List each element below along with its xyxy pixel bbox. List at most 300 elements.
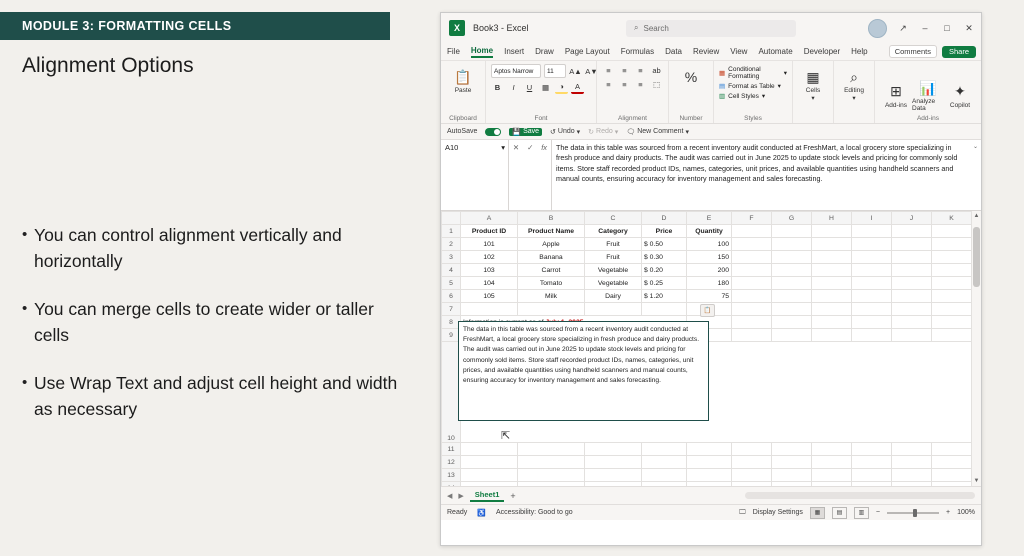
cell-i12[interactable]	[852, 456, 892, 469]
cell-b4[interactable]: Carrot	[518, 264, 585, 277]
ribbon-group-label: Clipboard	[449, 115, 477, 122]
cell-styles-button[interactable]: ▥ Cell Styles ▾	[719, 92, 766, 100]
analyze-data-label: Analyze Data	[912, 98, 936, 112]
ribbon-group-editing	[834, 61, 875, 123]
cell-f13[interactable]	[732, 469, 772, 482]
cell-d3[interactable]: $ 0.30	[642, 251, 687, 264]
cell-e2[interactable]: 100	[687, 238, 732, 251]
quick-access-toolbar	[441, 124, 981, 140]
cell-e3[interactable]: 150	[687, 251, 732, 264]
cell-c13[interactable]	[585, 469, 642, 482]
cell-i5[interactable]	[852, 277, 892, 290]
editing-label: Editing	[844, 87, 864, 94]
row-header-10[interactable]: 10	[442, 342, 461, 443]
wrapped-text-cell[interactable]: The data in this table was sourced from a recent inventory audit conducted at FreshMart, a local grocery store specializing in fresh produce and dairy products. The audit was carried out in June 2025 to update stock levels and pricing for commonly sold items. Store staff recorded product IDs, names, categories, unit prices, and available quantities using handheld scanners and manual counts, ensuring accuracy for inventory management and sales forecasting.	[458, 321, 709, 421]
cell-h4[interactable]	[812, 264, 852, 277]
ribbon-group-number	[669, 61, 714, 123]
row-header-4[interactable]: 4	[442, 264, 461, 277]
cell-d6[interactable]: $ 1.20	[642, 290, 687, 303]
insert-function-icon[interactable]: fx	[541, 143, 548, 152]
tab-formulas[interactable]: Formulas	[620, 47, 655, 56]
cell-k4[interactable]	[932, 264, 972, 277]
cell-f4[interactable]	[732, 264, 772, 277]
cell-g4[interactable]	[772, 264, 812, 277]
chevron-down-icon: ▾	[811, 95, 815, 102]
column-header-h[interactable]: H	[812, 212, 852, 225]
page-break-view-button[interactable]: ▥	[854, 507, 869, 519]
row-header-11[interactable]: 11	[442, 443, 461, 456]
cell-i11[interactable]	[852, 443, 892, 456]
cell-d4[interactable]: $ 0.20	[642, 264, 687, 277]
column-header-g[interactable]: G	[772, 212, 812, 225]
cell-g5[interactable]	[772, 277, 812, 290]
cell-e5[interactable]: 180	[687, 277, 732, 290]
cell-g3[interactable]	[772, 251, 812, 264]
cell-d11[interactable]	[642, 443, 687, 456]
increase-font-size-icon[interactable]: A▲	[569, 66, 582, 76]
chevron-down-icon: ▾	[614, 128, 619, 136]
zoom-out-button[interactable]: −	[875, 509, 880, 516]
tab-developer[interactable]: Developer	[803, 47, 841, 56]
chevron-down-icon: ▾	[783, 70, 787, 77]
tab-help[interactable]: Help	[851, 47, 868, 56]
cell-g2[interactable]	[772, 238, 812, 251]
cell-c3[interactable]: Fruit	[585, 251, 642, 264]
search-input[interactable]	[626, 20, 796, 37]
cell-g8[interactable]	[772, 316, 812, 329]
cell-a3[interactable]: 102	[461, 251, 518, 264]
cell-h11[interactable]	[812, 443, 852, 456]
cell-a6[interactable]: 105	[461, 290, 518, 303]
search-placeholder: Search	[643, 23, 669, 33]
cell-a5[interactable]: 104	[461, 277, 518, 290]
share-button[interactable]: Share	[942, 46, 976, 58]
cell-d12[interactable]	[642, 456, 687, 469]
align-top-icon[interactable]: ≡	[606, 65, 611, 75]
module-banner-text: MODULE 3: FORMATTING CELLS	[22, 19, 232, 33]
table-row	[442, 251, 982, 264]
cell-e13[interactable]	[687, 469, 732, 482]
cell-g9[interactable]	[772, 329, 812, 342]
bullet-text: Use Wrap Text and adjust cell height and width as necessary	[34, 373, 398, 419]
add-sheet-icon[interactable]: +	[510, 490, 516, 501]
cell-e1[interactable]: Quantity	[687, 225, 732, 238]
cell-b11[interactable]	[518, 443, 585, 456]
bullet-text: You can control alignment vertically and horizontally	[34, 225, 342, 271]
cell-k13[interactable]	[932, 469, 972, 482]
align-middle-icon[interactable]: ≡	[622, 65, 627, 75]
tab-view[interactable]: View	[730, 47, 748, 56]
cell-j2[interactable]	[892, 238, 932, 251]
cell-j13[interactable]	[892, 469, 932, 482]
scroll-down-icon[interactable]: ▼	[973, 478, 980, 484]
analyze-data-button[interactable]	[912, 75, 944, 112]
table-row	[442, 277, 982, 290]
cell-h8[interactable]	[812, 316, 852, 329]
maximize-button[interactable]: □	[944, 23, 950, 33]
minimize-button[interactable]: –	[922, 23, 928, 33]
cell-g11[interactable]	[772, 443, 812, 456]
new-comment-label: New Comment	[637, 128, 684, 135]
expand-formula-bar-icon[interactable]: ⌄	[972, 144, 978, 150]
cell-i6[interactable]	[852, 290, 892, 303]
cell-d13[interactable]	[642, 469, 687, 482]
cells-button[interactable]	[796, 64, 830, 102]
accessibility-status[interactable]: Accessibility: Good to go	[495, 509, 573, 516]
undo-button[interactable]	[550, 128, 580, 136]
wrap-text-icon[interactable]: ⬚	[652, 79, 661, 89]
display-settings-icon[interactable]: 🖵	[738, 508, 746, 516]
cell-h9[interactable]	[812, 329, 852, 342]
paste-options-icon[interactable]: 📋	[700, 304, 715, 317]
ribbon-group-label: Alignment	[618, 115, 647, 122]
cell-a11[interactable]	[461, 443, 518, 456]
row-header-3[interactable]: 3	[442, 251, 461, 264]
cell-j11[interactable]	[892, 443, 932, 456]
cell-j6[interactable]	[892, 290, 932, 303]
zoom-slider-knob[interactable]	[913, 509, 917, 517]
format-as-table-button[interactable]: ▤ Format as Table ▾	[719, 82, 781, 90]
conditional-formatting-button[interactable]: ▦ Conditional Formatting ▾	[719, 66, 787, 80]
table-row	[442, 264, 982, 277]
column-header-j[interactable]: J	[892, 212, 932, 225]
tab-page-layout[interactable]: Page Layout	[564, 47, 610, 56]
ribbon-group-font	[486, 61, 597, 123]
align-left-icon[interactable]: ≡	[606, 79, 611, 89]
formula-actions	[509, 140, 552, 210]
font-name-select[interactable]: Aptos Narrow	[491, 64, 541, 78]
avatar[interactable]	[868, 19, 887, 38]
row-header-2[interactable]: 2	[442, 238, 461, 251]
editing-button[interactable]	[837, 64, 871, 102]
table-row	[442, 238, 982, 251]
chevron-down-icon: ▾	[761, 93, 766, 100]
cell-f6[interactable]	[732, 290, 772, 303]
cell-f11[interactable]	[732, 443, 772, 456]
underline-button[interactable]: U	[526, 82, 533, 92]
page-title: Alignment Options	[22, 54, 194, 77]
cell-c1[interactable]: Category	[585, 225, 642, 238]
cell-k5[interactable]	[932, 277, 972, 290]
cell-a7[interactable]	[461, 303, 518, 316]
bold-button[interactable]: B	[494, 82, 501, 92]
paste-button[interactable]	[446, 64, 480, 94]
cell-k12[interactable]	[932, 456, 972, 469]
ribbon	[441, 61, 981, 124]
cells-label: Cells	[805, 87, 821, 94]
cell-h6[interactable]	[812, 290, 852, 303]
ribbon-group-styles	[714, 61, 793, 123]
cell-g6[interactable]	[772, 290, 812, 303]
page-layout-view-button[interactable]: ▤	[832, 507, 847, 519]
cell-c4[interactable]: Vegetable	[585, 264, 642, 277]
ribbon-group-addins	[875, 61, 981, 123]
bullet-marker-icon: •	[22, 226, 28, 243]
add-ins-icon: ⊞	[890, 83, 902, 99]
cell-k2[interactable]	[932, 238, 972, 251]
cancel-formula-icon[interactable]: ✕	[512, 143, 520, 152]
horizontal-scrollbar[interactable]	[745, 492, 975, 499]
decrease-font-size-icon[interactable]: A▼	[585, 66, 598, 76]
column-header-c[interactable]: C	[585, 212, 642, 225]
cell-k9[interactable]	[932, 329, 972, 342]
fill-color-icon[interactable]: ◑	[555, 80, 568, 94]
row-header-1[interactable]: 1	[442, 225, 461, 238]
cell-g12[interactable]	[772, 456, 812, 469]
align-right-icon[interactable]: ≡	[638, 79, 643, 89]
row-header-12[interactable]: 12	[442, 456, 461, 469]
cell-b5[interactable]: Tomato	[518, 277, 585, 290]
chevron-down-icon: ▾	[576, 128, 581, 136]
row-header-5[interactable]: 5	[442, 277, 461, 290]
cell-b7[interactable]	[518, 303, 585, 316]
scroll-up-icon[interactable]: ▲	[973, 213, 980, 219]
chevron-down-icon: ▾	[777, 83, 781, 90]
cell-a4[interactable]: 103	[461, 264, 518, 277]
ribbon-group-alignment	[597, 61, 669, 123]
orientation-icon[interactable]: ab	[652, 65, 661, 75]
zoom-slider[interactable]	[887, 512, 939, 514]
redo-icon: ↻	[588, 128, 595, 136]
cell-b2[interactable]: Apple	[518, 238, 585, 251]
cell-a2[interactable]: 101	[461, 238, 518, 251]
display-settings-label[interactable]: Display Settings	[752, 509, 803, 516]
table-row	[442, 290, 982, 303]
list-item	[22, 222, 402, 274]
cell-i9[interactable]	[852, 329, 892, 342]
corner-select-all[interactable]	[442, 212, 461, 225]
cell-a13[interactable]	[461, 469, 518, 482]
tab-draw[interactable]: Draw	[535, 47, 554, 56]
cell-j4[interactable]	[892, 264, 932, 277]
cell-b13[interactable]	[518, 469, 585, 482]
spreadsheet-grid[interactable]	[441, 211, 981, 486]
previous-sheet-icon[interactable]: ◀	[447, 492, 453, 500]
formula-text: The data in this table was sourced from a recent inventory audit conducted at FreshMart, a local grocery store specializing in fresh produce and dairy products. The audit was carried out in June 2025 to update stock levels and pricing for commonly sold items. Store staff recorded product IDs, names, categories, unit prices, and available quantities using handheld scanners and manual counts, ensuring accuracy for inventory management and sales forecasting.	[556, 143, 958, 184]
add-ins-button[interactable]	[880, 79, 912, 109]
column-header-f[interactable]: F	[732, 212, 772, 225]
save-button[interactable]	[509, 128, 542, 136]
chevron-down-icon: ▾	[685, 128, 689, 136]
percent-icon: %	[684, 69, 698, 85]
cell-i13[interactable]	[852, 469, 892, 482]
redo-label: Redo	[596, 128, 613, 135]
table-row	[442, 225, 982, 238]
tab-insert[interactable]: Insert	[504, 47, 525, 56]
cell-b3[interactable]: Banana	[518, 251, 585, 264]
cell-h1[interactable]	[812, 225, 852, 238]
zoom-in-button[interactable]: +	[946, 509, 951, 516]
sheet-tab-sheet1[interactable]: Sheet1	[470, 490, 505, 502]
cell-e4[interactable]: 200	[687, 264, 732, 277]
cell-d7[interactable]	[642, 303, 687, 316]
name-box[interactable]	[441, 140, 509, 210]
cell-e12[interactable]	[687, 456, 732, 469]
cell-k7[interactable]	[932, 303, 972, 316]
cell-h13[interactable]	[812, 469, 852, 482]
vertical-scroll-thumb[interactable]	[973, 227, 980, 287]
cell-f7[interactable]	[732, 303, 772, 316]
row-header-9[interactable]: 9	[442, 329, 461, 342]
cell-e11[interactable]	[687, 443, 732, 456]
cell-j3[interactable]	[892, 251, 932, 264]
cell-b1[interactable]: Product Name	[518, 225, 585, 238]
cell-g7[interactable]	[772, 303, 812, 316]
accessibility-icon[interactable]: ♿	[477, 509, 486, 517]
cell-k6[interactable]	[932, 290, 972, 303]
autosave-label: AutoSave	[447, 128, 478, 135]
font-color-icon[interactable]: A	[571, 80, 584, 94]
new-comment-icon: 🗨	[626, 128, 636, 136]
sheet-tab-bar	[441, 486, 981, 504]
ribbon-group-label: Number	[679, 115, 703, 122]
cell-d1[interactable]: Price	[642, 225, 687, 238]
column-header-e[interactable]: E	[687, 212, 732, 225]
cell-j1[interactable]	[892, 225, 932, 238]
column-header-k[interactable]: K	[932, 212, 972, 225]
cell-a12[interactable]	[461, 456, 518, 469]
excel-logo-icon: X	[449, 20, 465, 36]
formula-bar	[441, 140, 981, 211]
cell-d5[interactable]: $ 0.25	[642, 277, 687, 290]
paste-icon: 📋	[454, 68, 472, 85]
chevron-down-icon[interactable]: ▾	[501, 143, 505, 152]
close-button[interactable]: ✕	[965, 22, 973, 33]
cell-a1[interactable]: Product ID	[461, 225, 518, 238]
cell-b6[interactable]: Milk	[518, 290, 585, 303]
cell-h2[interactable]	[812, 238, 852, 251]
document-title: Book3 - Excel	[473, 23, 529, 33]
autosave-toggle[interactable]	[485, 128, 501, 136]
format-as-table-label: Format as Table	[728, 82, 775, 90]
column-header-a[interactable]: A	[461, 212, 518, 225]
cell-k11[interactable]	[932, 443, 972, 456]
list-item	[22, 296, 402, 348]
cell-h3[interactable]	[812, 251, 852, 264]
list-item	[22, 370, 402, 422]
vertical-scrollbar[interactable]	[971, 211, 981, 486]
title-bar	[441, 13, 981, 43]
table-row	[442, 443, 982, 456]
cell-j8[interactable]	[892, 316, 932, 329]
row-header-8[interactable]: 8	[442, 316, 461, 329]
cell-e6[interactable]: 75	[687, 290, 732, 303]
cell-f9[interactable]	[732, 329, 772, 342]
comments-button[interactable]: Comments	[889, 45, 937, 58]
enter-formula-icon[interactable]: ✓	[527, 143, 534, 152]
table-row	[442, 456, 982, 469]
ribbon-group-label: Font	[534, 115, 548, 122]
column-header-d[interactable]: D	[642, 212, 687, 225]
cell-f1[interactable]	[732, 225, 772, 238]
cell-c6[interactable]: Dairy	[585, 290, 642, 303]
name-box-value: A10	[445, 143, 459, 152]
undo-label: Undo	[557, 128, 575, 135]
zoom-level[interactable]: 100%	[957, 509, 975, 516]
row-header-7[interactable]: 7	[442, 303, 461, 316]
save-icon: 💾	[512, 128, 522, 136]
cell-h7[interactable]	[812, 303, 852, 316]
cell-i7[interactable]	[852, 303, 892, 316]
next-sheet-icon[interactable]: ▶	[458, 492, 464, 500]
row-header-13[interactable]: 13	[442, 469, 461, 482]
cell-f8[interactable]	[732, 316, 772, 329]
cell-c7[interactable]	[585, 303, 642, 316]
cell-g1[interactable]	[772, 225, 812, 238]
font-size-select[interactable]: 11	[544, 64, 566, 78]
cell-j7[interactable]	[892, 303, 932, 316]
cell-k3[interactable]	[932, 251, 972, 264]
cell-f2[interactable]	[732, 238, 772, 251]
new-comment-button[interactable]	[626, 128, 689, 136]
analyze-data-icon: 📊	[919, 79, 937, 96]
help-icon[interactable]: ↗	[899, 22, 907, 33]
window-controls	[868, 19, 975, 38]
ribbon-group-label: Add-ins	[916, 115, 940, 122]
search-icon: ⌕	[634, 23, 639, 32]
copilot-button[interactable]	[944, 79, 976, 109]
cell-c12[interactable]	[585, 456, 642, 469]
ribbon-tab-bar	[441, 43, 981, 61]
cell-k1[interactable]	[932, 225, 972, 238]
cell-styles-label: Cell Styles	[728, 92, 759, 100]
column-header-i[interactable]: I	[852, 212, 892, 225]
cell-c5[interactable]: Vegetable	[585, 277, 642, 290]
cell-i3[interactable]	[852, 251, 892, 264]
align-center-icon[interactable]: ≡	[622, 79, 627, 89]
tab-home[interactable]: Home	[471, 46, 493, 58]
cell-f5[interactable]	[732, 277, 772, 290]
cell-f3[interactable]	[732, 251, 772, 264]
italic-button[interactable]: I	[512, 82, 515, 92]
tab-automate[interactable]: Automate	[758, 47, 793, 56]
cell-g13[interactable]	[772, 469, 812, 482]
cell-h5[interactable]	[812, 277, 852, 290]
cell-c2[interactable]: Fruit	[585, 238, 642, 251]
bullet-text: You can merge cells to create wider or taller cells	[34, 299, 374, 345]
formula-input[interactable]	[552, 140, 981, 210]
tab-data[interactable]: Data	[665, 47, 682, 56]
cell-i8[interactable]	[852, 316, 892, 329]
cell-c11[interactable]	[585, 443, 642, 456]
cell-j9[interactable]	[892, 329, 932, 342]
number-format-button[interactable]	[674, 64, 708, 87]
cell-k8[interactable]	[932, 316, 972, 329]
chevron-down-icon: ▾	[852, 95, 856, 102]
cell-f12[interactable]	[732, 456, 772, 469]
align-bottom-icon[interactable]: ≡	[638, 65, 643, 75]
cells-icon: ▦	[806, 68, 820, 85]
cell-b12[interactable]	[518, 456, 585, 469]
ribbon-group-label: Styles	[744, 115, 762, 122]
cell-j12[interactable]	[892, 456, 932, 469]
column-header-b[interactable]: B	[518, 212, 585, 225]
ribbon-group-clipboard	[441, 61, 486, 123]
tab-file[interactable]: File	[447, 47, 460, 56]
cell-i2[interactable]	[852, 238, 892, 251]
cell-i4[interactable]	[852, 264, 892, 277]
redo-button[interactable]	[588, 128, 618, 136]
cell-d2[interactable]: $ 0.50	[642, 238, 687, 251]
borders-icon[interactable]: ▦	[541, 82, 550, 92]
cell-i1[interactable]	[852, 225, 892, 238]
tab-review[interactable]: Review	[693, 47, 720, 56]
editing-icon: ⌕	[850, 68, 858, 85]
row-header-6[interactable]: 6	[442, 290, 461, 303]
cell-h12[interactable]	[812, 456, 852, 469]
normal-view-button[interactable]: ▦	[810, 507, 825, 519]
cell-j5[interactable]	[892, 277, 932, 290]
